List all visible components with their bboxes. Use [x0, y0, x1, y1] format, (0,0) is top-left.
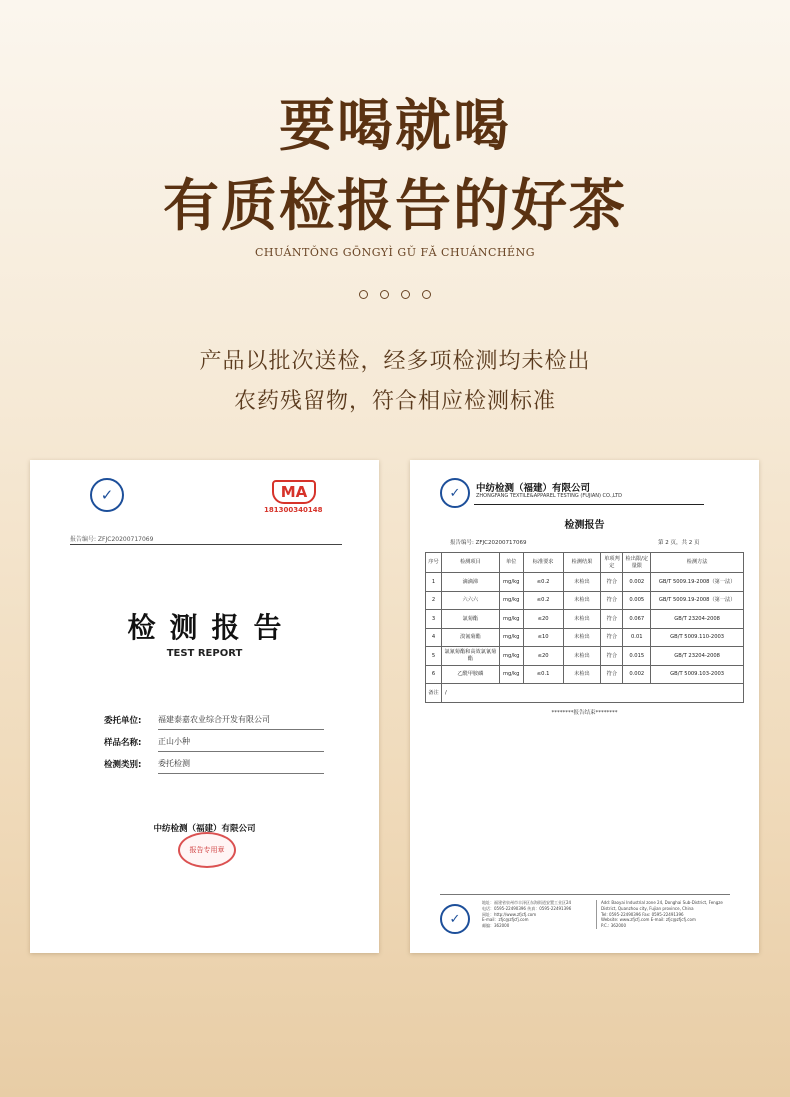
ma-certification-icon: MA — [272, 480, 316, 504]
column-header: 单项判定 — [601, 553, 623, 573]
report-end-marker: ********报告结束******** — [551, 710, 618, 716]
table-cell: GB/T 23204-2008 — [651, 610, 744, 629]
table-header-row — [426, 553, 744, 573]
table-row — [426, 591, 744, 610]
table-cell: 未检出 — [563, 647, 601, 666]
cover-title-en: TEST REPORT — [166, 648, 243, 659]
column-header: 序号 — [426, 553, 442, 573]
table-cell: GB/T 23204-2008 — [651, 647, 744, 666]
table-cell: GB/T 5009.110-2003 — [651, 628, 744, 647]
table-cell: 3 — [426, 610, 442, 629]
cover-company-name: 中纺检测（福建）有限公司 — [153, 824, 256, 834]
table-cell: GB/T 5009.19-2008（第一法） — [651, 591, 744, 610]
table-cell: GB/T 5009.19-2008（第一法） — [651, 573, 744, 592]
table-cell: 溴氰菊酯 — [441, 628, 499, 647]
footer-contact-cn — [482, 900, 598, 929]
footer-line: Website: www.zfjcfj.com E-mail: zfjc@zfjcfj.com — [601, 917, 696, 923]
footer-line: 网址：http://www.zfjcfj.com — [482, 911, 537, 917]
table-cell: 氯氰菊酯和高效氯氰菊酯 — [441, 647, 499, 666]
table-cell: ≤20 — [523, 647, 563, 666]
footer-line: 地址：福建省泉州市丰泽区东海街道安置工业区24 — [482, 900, 572, 905]
headline-line2: 有质检报告的好茶 — [163, 173, 627, 239]
field-label: 样品名称: — [104, 738, 142, 748]
ma-certification-code: 181300340148 — [264, 506, 323, 514]
footer-line: Tel: 0595-22490396 Fax: 0595-22491396 — [601, 911, 684, 917]
table-cell: ≤0.1 — [523, 665, 563, 684]
table-cell: GB/T 5009.103-2003 — [651, 665, 744, 684]
table-cell: 符合 — [601, 573, 623, 592]
field-client — [104, 710, 324, 730]
column-header: 检测方法 — [651, 553, 744, 573]
table-cell: ≤0.2 — [523, 573, 563, 592]
table-cell: 0.005 — [623, 591, 651, 610]
divider — [70, 544, 342, 545]
table-cell: 4 — [426, 628, 442, 647]
table-row — [426, 628, 744, 647]
subtitle-line2: 农药残留物，符合相应检测标准 — [233, 389, 556, 414]
table-row — [426, 665, 744, 684]
footer-line: District, Quanzhou city, Fujian province, China — [601, 905, 694, 911]
table-cell: 0.01 — [623, 628, 651, 647]
table-cell: 5 — [426, 647, 442, 666]
table-cell: 0.015 — [623, 647, 651, 666]
table-cell: 六六六 — [441, 591, 499, 610]
table-cell: ≤0.2 — [523, 591, 563, 610]
divider — [474, 504, 704, 505]
column-header: 单位 — [499, 553, 523, 573]
dot-icon — [422, 290, 431, 299]
table-cell: 0.067 — [623, 610, 651, 629]
table-cell: 符合 — [601, 628, 623, 647]
remark-label: 备注 — [426, 684, 442, 703]
report-number: 报告编号: ZFJC20200717069 — [450, 540, 527, 546]
footer-line: P.C.: 362000 — [601, 923, 627, 929]
decorative-dots — [0, 290, 790, 299]
testing-company-logo-icon: ✓ — [440, 478, 470, 508]
field-label: 检测类别: — [104, 760, 142, 770]
column-header: 检测项目 — [441, 553, 499, 573]
footer-line: E-mail：zfjc@zfjcfj.com — [482, 917, 529, 923]
table-cell: 符合 — [601, 591, 623, 610]
report-cover-page — [30, 460, 379, 953]
table-cell: mg/kg — [499, 610, 523, 629]
dot-icon — [380, 290, 389, 299]
footer-line: 邮编：362000 — [482, 923, 510, 929]
table-cell: ≤10 — [523, 628, 563, 647]
table-row — [426, 573, 744, 592]
table-cell: mg/kg — [499, 573, 523, 592]
table-cell: ≤20 — [523, 610, 563, 629]
table-cell: mg/kg — [499, 628, 523, 647]
table-cell: 2 — [426, 591, 442, 610]
testing-company-logo-icon: ✓ — [90, 478, 124, 512]
table-cell: 滴滴涕 — [441, 573, 499, 592]
testing-company-logo-icon: ✓ — [440, 904, 470, 934]
table-cell: 乙酰甲胺磷 — [441, 665, 499, 684]
report-title: 检测报告 — [564, 520, 605, 531]
table-cell: 未检出 — [563, 610, 601, 629]
official-seal-stamp: 报告专用章 — [178, 832, 236, 868]
cover-title: 检测报告 — [127, 611, 296, 644]
table-cell: mg/kg — [499, 591, 523, 610]
table-cell: 未检出 — [563, 591, 601, 610]
table-row — [426, 610, 744, 629]
column-header: 检测结果 — [563, 553, 601, 573]
report-company-name-en: ZHONGFANG TEXTILE&APPAREL TESTING (FUJIAN) CO.,LTD — [476, 493, 622, 499]
table-cell: mg/kg — [499, 665, 523, 684]
field-test-type — [104, 754, 324, 774]
table-cell: 氯菊酯 — [441, 610, 499, 629]
field-value: 正山小种 — [158, 736, 324, 752]
subtitle-line1: 产品以批次送检，经多项检测均未检出 — [199, 349, 591, 374]
field-value: 福建泰嘉农业综合开发有限公司 — [158, 714, 324, 730]
column-header: 标准要求 — [523, 553, 563, 573]
footer-line: Add: Baoyai Industrial zone 24, Donghai Sub-District, Fengze — [601, 900, 723, 905]
field-sample-name — [104, 732, 324, 752]
table-cell: 0.002 — [623, 573, 651, 592]
table-cell: 6 — [426, 665, 442, 684]
table-row-remark — [426, 684, 744, 703]
table-cell: 未检出 — [563, 628, 601, 647]
cover-report-number: 报告编号: ZFJC20200717069 — [70, 536, 154, 543]
table-cell: 符合 — [601, 610, 623, 629]
report-results-page — [410, 460, 759, 953]
pinyin-caption: CHUÁNTǑNG GŌNGYÌ GǓ FǍ CHUÁNCHÉNG — [255, 246, 535, 259]
dot-icon — [401, 290, 410, 299]
field-value: 委托检测 — [158, 758, 324, 774]
results-table — [425, 552, 744, 703]
divider — [440, 894, 730, 895]
footer-contact-en — [596, 900, 742, 929]
table-cell: 未检出 — [563, 573, 601, 592]
table-cell: 0.002 — [623, 665, 651, 684]
dot-icon — [359, 290, 368, 299]
table-cell: 符合 — [601, 647, 623, 666]
table-cell: mg/kg — [499, 647, 523, 666]
field-label: 委托单位: — [104, 716, 142, 726]
table-cell: 符合 — [601, 665, 623, 684]
page-indicator: 第 2 页，共 2 页 — [658, 540, 700, 546]
table-row — [426, 647, 744, 666]
headline-line1: 要喝就喝 — [279, 93, 511, 159]
table-cell: 1 — [426, 573, 442, 592]
footer-line: 电话：0595-22490396 传真：0595-22491396 — [482, 905, 572, 911]
remark-value: / — [441, 684, 743, 703]
report-company-name: 中纺检测（福建）有限公司 — [476, 483, 591, 494]
column-header: 检出限/定量限 — [623, 553, 651, 573]
table-cell: 未检出 — [563, 665, 601, 684]
